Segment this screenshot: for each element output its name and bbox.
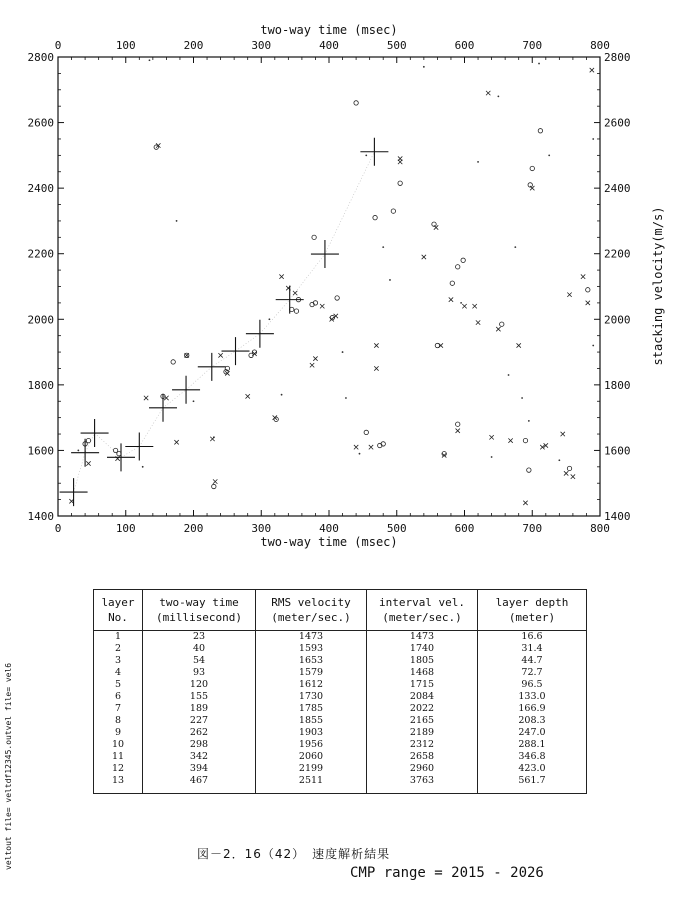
cell-time: 23 (143, 631, 256, 644)
cell-layer: 2 (94, 643, 143, 655)
data-circle (523, 438, 527, 442)
data-cross (567, 292, 571, 296)
velocity-pick (276, 286, 304, 314)
cell-time: 467 (143, 775, 256, 794)
data-circle (364, 430, 368, 434)
velocity-pick (107, 443, 135, 471)
x-tick-label: 700 (522, 39, 543, 52)
cell-layer: 10 (94, 739, 143, 751)
data-dot (281, 394, 283, 396)
data-circle (567, 466, 571, 470)
cell-layer: 3 (94, 655, 143, 667)
cmp-range: CMP range = 2015 - 2026 (350, 865, 544, 881)
cell-rms: 1579 (256, 667, 367, 679)
x-tick-label: 400 (319, 39, 339, 52)
data-dot (508, 374, 510, 376)
data-cross (369, 445, 373, 449)
x-tick-label: 300 (251, 39, 272, 52)
velocity-pick (125, 432, 153, 460)
cell-time: 155 (143, 691, 256, 703)
y-tick-label: 1400 (604, 510, 631, 523)
cell-time: 189 (143, 703, 256, 715)
cell-interval: 2658 (367, 751, 478, 763)
data-cross (174, 440, 178, 444)
data-circle (312, 235, 316, 239)
scatter-marks (60, 59, 595, 506)
cell-time: 120 (143, 679, 256, 691)
cell-layer: 5 (94, 679, 143, 691)
data-dot (342, 351, 344, 353)
header-time: two-way time (millisecond) (143, 590, 256, 631)
cell-layer: 1 (94, 631, 143, 644)
data-circle (86, 438, 90, 442)
data-dot (423, 66, 425, 68)
data-dot (77, 450, 79, 452)
y-axis-title: stacking velocity(m/s) (651, 206, 665, 366)
data-cross (476, 320, 480, 324)
data-dot (345, 397, 347, 399)
data-dot (268, 318, 270, 320)
data-cross (354, 445, 358, 449)
table-row (94, 715, 587, 727)
x-tick-label: 100 (115, 522, 136, 535)
data-circle (527, 468, 531, 472)
cell-depth: 72.7 (478, 667, 587, 679)
x-tick-label: 200 (183, 522, 204, 535)
x-tick-label: 400 (319, 522, 339, 535)
data-dot (528, 420, 530, 422)
axis-tick-labels (28, 39, 631, 535)
data-cross (590, 68, 594, 72)
y-tick-label: 1600 (27, 444, 54, 458)
data-dot (382, 246, 384, 248)
cell-rms: 1593 (256, 643, 367, 655)
velocity-results-table (93, 589, 587, 794)
figure-caption: 図－2．16（42） 速度解析結果 (197, 847, 391, 861)
data-cross (144, 396, 148, 400)
cell-time: 342 (143, 751, 256, 763)
table-row (94, 667, 587, 679)
data-cross (517, 343, 521, 347)
cell-time: 298 (143, 739, 256, 751)
data-circle (461, 258, 465, 262)
data-dot (491, 456, 493, 458)
y-tick-label: 2600 (604, 116, 631, 130)
data-circle (391, 209, 395, 213)
cell-time: 394 (143, 763, 256, 775)
y-tick-label: 1800 (27, 378, 54, 392)
cell-layer: 9 (94, 727, 143, 739)
cell-depth: 166.9 (478, 703, 587, 715)
velocity-pick (246, 320, 274, 348)
header-depth: layer depth (meter) (478, 590, 587, 631)
x-tick-label: 600 (454, 522, 475, 535)
cell-depth: 96.5 (478, 679, 587, 691)
velocity-pick (60, 478, 88, 506)
cell-depth: 44.7 (478, 655, 587, 667)
cell-interval: 1468 (367, 667, 478, 679)
data-circle (398, 181, 402, 185)
data-cross (218, 353, 222, 357)
data-cross (564, 471, 568, 475)
table-row (94, 775, 587, 794)
x-tick-label: 600 (454, 39, 475, 52)
cell-rms: 1473 (256, 631, 367, 644)
cell-interval: 2312 (367, 739, 478, 751)
data-cross (374, 366, 378, 370)
cell-interval: 1473 (367, 631, 478, 644)
y-tick-label: 2000 (27, 313, 54, 327)
data-cross (449, 297, 453, 301)
cell-depth: 16.6 (478, 631, 587, 644)
data-cross (586, 301, 590, 305)
data-cross (246, 394, 250, 398)
y-tick-label: 2400 (604, 182, 631, 196)
data-dot (548, 154, 550, 156)
x-tick-label: 0 (54, 39, 62, 52)
cell-time: 227 (143, 715, 256, 727)
data-circle (373, 215, 377, 219)
data-dot (592, 345, 594, 347)
data-cross (225, 371, 229, 375)
data-cross (185, 353, 189, 357)
cell-rms: 1903 (256, 727, 367, 739)
data-circle (450, 281, 454, 285)
cell-interval: 2960 (367, 763, 478, 775)
cell-rms: 1785 (256, 703, 367, 715)
data-cross (489, 435, 493, 439)
data-cross (422, 255, 426, 259)
cell-depth: 423.0 (478, 763, 587, 775)
side-note: veltout file= veltdf12345.outvel file= vel6 (4, 662, 13, 870)
cell-time: 54 (143, 655, 256, 667)
data-circle (171, 360, 175, 364)
x-axis-title-top: two-way time (msec) (260, 23, 398, 37)
data-cross (374, 343, 378, 347)
data-dot (149, 59, 151, 61)
velocity-pick (149, 394, 177, 422)
data-dot (558, 459, 560, 461)
velocity-pick (311, 240, 339, 268)
y-tick-label: 2200 (27, 247, 54, 261)
data-circle (335, 296, 339, 300)
cell-rms: 1730 (256, 691, 367, 703)
data-cross (313, 356, 317, 360)
data-circle (456, 265, 460, 269)
cell-layer: 11 (94, 751, 143, 763)
data-cross (273, 415, 277, 419)
cell-time: 93 (143, 667, 256, 679)
data-circle (530, 166, 534, 170)
data-circle (354, 101, 358, 105)
cell-depth: 288.1 (478, 739, 587, 751)
cell-depth: 133.0 (478, 691, 587, 703)
data-cross (86, 461, 90, 465)
cell-time: 262 (143, 727, 256, 739)
cell-interval: 1715 (367, 679, 478, 691)
table-row (94, 703, 587, 715)
x-tick-label: 100 (115, 39, 136, 52)
data-cross (462, 304, 466, 308)
data-cross (434, 225, 438, 229)
cell-layer: 6 (94, 691, 143, 703)
cell-layer: 4 (94, 667, 143, 679)
velocity-pick (172, 376, 200, 404)
cell-rms: 2060 (256, 751, 367, 763)
cell-rms: 1855 (256, 715, 367, 727)
table-row (94, 739, 587, 751)
x-tick-label: 300 (251, 522, 272, 535)
cell-interval: 2022 (367, 703, 478, 715)
data-dot (477, 161, 479, 163)
data-dot (497, 95, 499, 97)
cell-layer: 12 (94, 763, 143, 775)
cell-interval: 2189 (367, 727, 478, 739)
data-cross (293, 291, 297, 295)
data-circle (586, 288, 590, 292)
y-tick-label: 2200 (604, 247, 631, 261)
cell-interval: 1805 (367, 655, 478, 667)
x-tick-label: 500 (386, 522, 407, 535)
x-tick-label: 700 (522, 522, 543, 535)
table-row (94, 643, 587, 655)
cell-rms: 2511 (256, 775, 367, 794)
y-tick-label: 2800 (604, 51, 631, 64)
velocity-pick (222, 337, 250, 365)
data-cross (310, 363, 314, 367)
data-dot (538, 63, 540, 65)
cell-depth: 208.3 (478, 715, 587, 727)
cell-layer: 8 (94, 715, 143, 727)
header-layer: layer No. (94, 590, 143, 631)
y-tick-label: 1800 (604, 378, 631, 392)
x-tick-label: 0 (54, 522, 62, 535)
cell-depth: 247.0 (478, 727, 587, 739)
data-cross (530, 186, 534, 190)
data-dot (460, 302, 462, 304)
cell-rms: 1653 (256, 655, 367, 667)
data-cross (398, 160, 402, 164)
data-cross (320, 304, 324, 308)
table-row (94, 679, 587, 691)
data-dot (176, 220, 178, 222)
header-rms: RMS velocity (meter/sec.) (256, 590, 367, 631)
y-tick-label: 2400 (27, 182, 54, 196)
cell-interval: 1740 (367, 643, 478, 655)
data-cross (279, 274, 283, 278)
cell-depth: 346.8 (478, 751, 587, 763)
data-dot (521, 397, 523, 399)
data-dot (365, 154, 367, 156)
velocity-pick (198, 353, 226, 381)
data-cross (523, 501, 527, 505)
cell-rms: 1956 (256, 739, 367, 751)
cell-time: 40 (143, 643, 256, 655)
data-cross (472, 304, 476, 308)
data-cross (581, 274, 585, 278)
data-circle (500, 322, 504, 326)
data-cross (486, 91, 490, 95)
table-body (94, 631, 587, 794)
data-dot (592, 138, 594, 140)
cell-rms: 2199 (256, 763, 367, 775)
y-tick-label: 1400 (27, 510, 54, 523)
table-row (94, 655, 587, 667)
data-cross (496, 327, 500, 331)
data-dot (514, 246, 516, 248)
pick-trend-line (74, 152, 375, 492)
data-circle (456, 422, 460, 426)
table-row (94, 631, 587, 644)
cell-layer: 7 (94, 703, 143, 715)
data-cross (456, 429, 460, 433)
data-cross (571, 474, 575, 478)
cell-interval: 2084 (367, 691, 478, 703)
table-header-row (94, 590, 587, 631)
data-circle (538, 129, 542, 133)
data-cross (213, 479, 217, 483)
y-tick-label: 2800 (27, 51, 54, 64)
x-axis-title-bottom: two-way time (msec) (260, 535, 398, 549)
velocity-pick (360, 138, 388, 166)
data-circle (294, 309, 298, 313)
x-tick-label: 200 (183, 39, 204, 52)
table-row (94, 691, 587, 703)
header-interval: interval vel. (meter/sec.) (367, 590, 478, 631)
cell-interval: 3763 (367, 775, 478, 794)
table-row (94, 727, 587, 739)
y-tick-label: 2600 (27, 116, 54, 130)
data-cross (508, 438, 512, 442)
y-tick-label: 2000 (604, 313, 631, 327)
cell-layer: 13 (94, 775, 143, 794)
data-dot (193, 400, 195, 402)
data-cross (561, 432, 565, 436)
table-row (94, 751, 587, 763)
x-tick-label: 800 (590, 522, 610, 535)
cell-depth: 31.4 (478, 643, 587, 655)
x-tick-label: 800 (590, 39, 610, 52)
data-cross (210, 437, 214, 441)
data-dot (142, 466, 144, 468)
x-tick-label: 500 (386, 39, 407, 52)
data-circle (212, 484, 216, 488)
cell-interval: 2165 (367, 715, 478, 727)
cell-depth: 561.7 (478, 775, 587, 794)
y-tick-label: 1600 (604, 444, 631, 458)
data-dot (359, 453, 361, 455)
cell-rms: 1612 (256, 679, 367, 691)
data-dot (389, 279, 391, 281)
table-row (94, 763, 587, 775)
